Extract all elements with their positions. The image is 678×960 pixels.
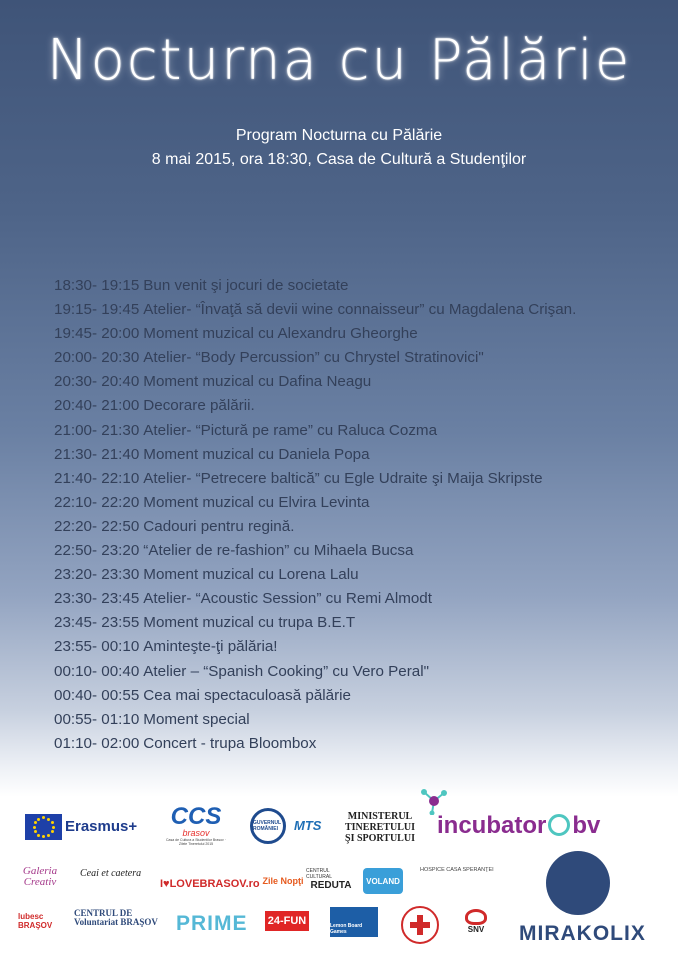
ccs-brasov-logo: [165, 800, 227, 852]
red-cross-icon: [401, 906, 439, 944]
schedule-activity: Bun venit şi jocuri de societate: [143, 277, 349, 294]
schedule-row: [54, 611, 654, 635]
schedule-activity: “Atelier de re-fashion” cu Mihaela Bucsa: [143, 542, 414, 560]
schedule-time: 20:30- 20:40: [54, 373, 140, 391]
schedule-row: [54, 394, 654, 418]
schedule-time: 19:15- 19:45: [54, 301, 140, 319]
schedule-row: [54, 274, 654, 298]
lemon-board-games-logo: Lemon Board Games: [330, 907, 378, 937]
schedule-time: 21:30- 21:40: [54, 445, 140, 463]
schedule-row: [54, 660, 654, 684]
schedule-time: 23:20- 23:30: [54, 566, 140, 584]
zile-nopti-logo: Zile Nopţi: [262, 876, 304, 886]
schedule-activity: Atelier- “Body Percussion” cu Chrystel Stratinovici": [143, 349, 484, 367]
schedule-time: 23:55- 00:10: [54, 638, 140, 656]
schedule-row: [54, 515, 654, 539]
schedule-row: [54, 467, 654, 491]
schedule-row: [54, 732, 654, 756]
schedule-row: [54, 443, 654, 467]
galeria-creativ-logo: Galeria Creativ: [22, 865, 58, 888]
schedule-time: 22:50- 23:20: [54, 542, 140, 560]
schedule-row: [54, 635, 654, 659]
schedule-activity: Atelier- “Pictură pe rame” cu Raluca Cozma: [143, 421, 438, 439]
schedule-activity: Moment muzical cu Elvira Levinta: [143, 493, 370, 511]
ccs-logo-text: CCS: [170, 803, 222, 830]
schedule-row: [54, 370, 654, 394]
ministry-logo: MINISTERUL TINERETULUI ŞI SPORTULUI: [345, 811, 416, 844]
schedule-time: 00:10- 00:40: [54, 662, 140, 680]
incubator-bv: bv: [572, 812, 601, 839]
incubator-text: incubator: [437, 812, 547, 839]
24-fun-logo: 24-FUN: [265, 911, 309, 931]
schedule-time: 01:10- 02:00: [54, 734, 140, 752]
schedule-activity: Atelier- “Învaţă să devii wine connaisseur” cu Magdalena Crişan.: [143, 301, 577, 319]
schedule-row: [54, 491, 654, 515]
schedule-activity: Cea mai spectaculoasă pălărie: [143, 686, 351, 704]
prime-logo: PRIME: [176, 912, 248, 935]
schedule-time: 21:40- 22:10: [54, 469, 140, 487]
voluntariat-logo: CENTRUL DE Voluntariat BRAŞOV: [74, 908, 158, 927]
schedule-time: 20:00- 20:30: [54, 349, 140, 367]
mirakolix-emblem-icon: [546, 851, 610, 915]
reduta-subtitle: CENTRUL CULTURAL: [306, 867, 333, 880]
eu-flag-icon: [25, 814, 62, 840]
mirakolix-logo: MIRAKOLIX: [519, 922, 646, 945]
schedule-activity: Aminteşte-ţi pălăria!: [143, 638, 278, 656]
schedule-time: 21:00- 21:30: [54, 421, 140, 439]
schedule-row: [54, 708, 654, 732]
eu-stars-icon: [33, 816, 55, 838]
voland-logo: VOLAND: [363, 868, 403, 894]
event-date-venue: 8 mai 2015, ora 18:30, Casa de Cultură a Studenţilor: [151, 151, 527, 168]
romanian-government-seal: GUVERNUL ROMÂNIEI: [250, 808, 286, 844]
schedule-activity: Moment muzical cu Dafina Neagu: [143, 373, 372, 391]
schedule-list: [54, 274, 654, 756]
hospice-logo: HOSPICE CASA SPERANŢEI: [420, 867, 494, 873]
schedule-activity: Atelier – “Spanish Cooking” cu Vero Peral": [143, 662, 429, 680]
ceai-et-caetera-logo: Ceai et caetera: [80, 868, 142, 879]
schedule-activity: Moment muzical cu Lorena Lalu: [143, 566, 359, 584]
schedule-time: 22:20- 22:50: [54, 517, 140, 535]
poster-title: Nocturna cu Pălărie: [46, 28, 632, 93]
schedule-activity: Moment muzical cu trupa B.E.T: [143, 614, 356, 632]
schedule-time: 22:10- 22:20: [54, 493, 140, 511]
schedule-row: [54, 322, 654, 346]
schedule-time: 00:40- 00:55: [54, 686, 140, 704]
schedule-row: [54, 684, 654, 708]
reduta-name: REDUTA: [310, 879, 352, 891]
molecule-icon: [420, 787, 448, 815]
program-subtitle: Program Nocturna cu Pălărie: [235, 127, 443, 144]
erasmus-logo: Erasmus+: [65, 818, 138, 835]
schedule-activity: Moment special: [143, 710, 250, 728]
ilovebrasov-logo: I♥LOVEBRASOV.ro: [160, 878, 260, 890]
schedule-row: [54, 587, 654, 611]
ccs-logo-city: brasov: [182, 828, 210, 838]
schedule-activity: Decorare pălării.: [143, 397, 255, 415]
schedule-time: 23:45- 23:55: [54, 614, 140, 632]
schedule-time: 18:30- 19:15: [54, 277, 140, 294]
schedule-time: 23:30- 23:45: [54, 590, 140, 608]
schedule-activity: Concert - trupa Bloombox: [143, 734, 317, 752]
schedule-time: 00:55- 01:10: [54, 710, 140, 728]
snv-text: SNV: [467, 924, 485, 934]
schedule-time: 19:45- 20:00: [54, 325, 140, 343]
iubesc-brasov-logo: lubesc BRAŞOV: [18, 912, 53, 930]
schedule-row: [54, 346, 654, 370]
schedule-row: [54, 563, 654, 587]
snv-swirl-icon: [465, 909, 487, 925]
schedule-row: [54, 539, 654, 563]
incubator-logo: [437, 812, 600, 840]
schedule-row: [54, 298, 654, 322]
schedule-activity: Atelier- “Petrecere baltică” cu Egle Udraite şi Maija Skripste: [143, 469, 543, 487]
schedule-activity: Moment muzical cu Alexandru Gheorghe: [143, 325, 418, 343]
incubator-ring-icon: [548, 814, 570, 836]
reduta-logo: [306, 860, 356, 898]
ccs-logo-caption: Casa de Cultura a Studentilor Brasov · Zilele Tineretului 2015: [166, 838, 226, 846]
schedule-activity: Moment muzical cu Daniela Popa: [143, 445, 370, 463]
snv-logo: [459, 904, 493, 938]
schedule-time: 20:40- 21:00: [54, 397, 140, 415]
schedule-activity: Cadouri pentru regină.: [143, 517, 295, 535]
schedule-activity: Atelier- “Acoustic Session” cu Remi Almodt: [143, 590, 432, 608]
mts-logo: MTS: [294, 818, 322, 833]
schedule-row: [54, 419, 654, 443]
